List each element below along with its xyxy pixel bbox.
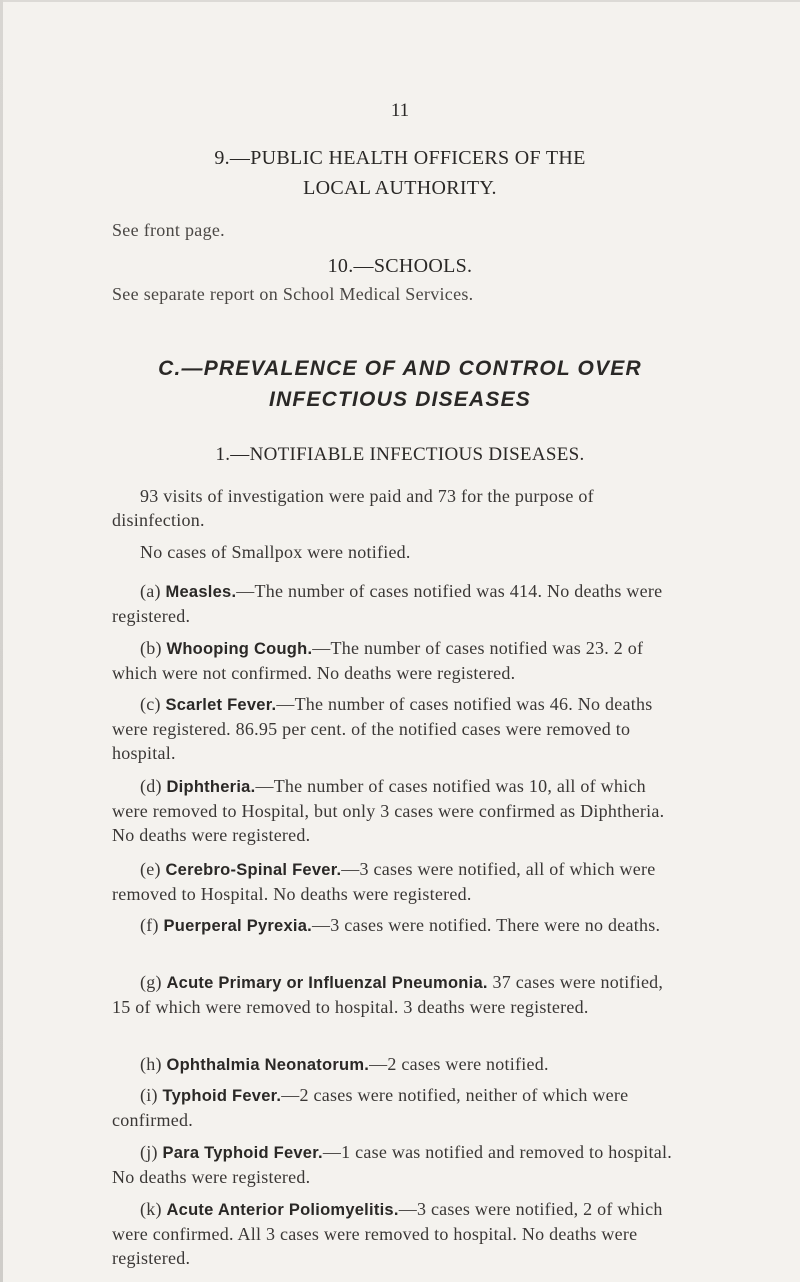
page-edge-top xyxy=(0,0,800,2)
item-whooping-cough xyxy=(112,636,672,685)
item-text: 37 cases were notified, 15 of which were removed to hospital. 3 deaths were registered. xyxy=(112,972,664,1017)
item-label: Ophthalmia Neonatorum. xyxy=(166,1056,370,1074)
page-number: 11 xyxy=(390,100,410,121)
section-c-heading xyxy=(0,353,800,415)
item-scarlet-fever xyxy=(112,692,672,765)
item-prefix: (c) xyxy=(140,694,166,714)
item-label: Para Typhoid Fever. xyxy=(162,1144,323,1162)
item-prefix: (a) xyxy=(140,581,166,601)
item-label: Puerperal Pyrexia. xyxy=(163,917,312,935)
item-text: —1 case was notified and removed to hospital. No deaths were registered. xyxy=(112,1142,673,1187)
item-label: Measles. xyxy=(165,583,237,601)
item-ophthalmia-neonatorum xyxy=(112,1052,672,1077)
section-10-text: See separate report on School Medical Services. xyxy=(112,284,474,304)
item-label: Scarlet Fever. xyxy=(165,696,277,714)
item-text: —3 cases were notified. There were no deaths. xyxy=(312,915,661,935)
item-diphtheria xyxy=(112,774,672,847)
item-label: Acute Anterior Poliomyelitis. xyxy=(166,1201,399,1219)
item-prefix: (e) xyxy=(140,859,166,879)
item-text: —The number of cases notified was 10, all of which were removed to Hospital, but only 3 cases were confirmed as Diphtheria. No deaths were registered. xyxy=(112,776,665,845)
item-puerperal-pyrexia xyxy=(112,913,672,938)
subsection-1-heading: 1.—NOTIFIABLE INFECTIOUS DISEASES. xyxy=(215,444,585,465)
item-text: —The number of cases notified was 46. No deaths were registered. 86.95 per cent. of the notified cases were removed to hospital. xyxy=(112,694,653,763)
item-text: —The number of cases notified was 23. 2 of which were not confirmed. No deaths were registered. xyxy=(112,638,644,683)
section-9-heading xyxy=(0,143,800,203)
item-text: —2 cases were notified, neither of which were confirmed. xyxy=(112,1085,629,1130)
section-c-heading-line2: INFECTIOUS DISEASES xyxy=(268,388,531,411)
item-measles xyxy=(112,579,672,628)
item-label: Typhoid Fever. xyxy=(162,1087,282,1105)
section-9-heading-line2: LOCAL AUTHORITY. xyxy=(303,177,497,199)
item-prefix: (h) xyxy=(140,1054,167,1074)
item-prefix: (g) xyxy=(140,972,167,992)
section-10-heading: 10.—SCHOOLS. xyxy=(327,255,473,277)
intro-paragraph-visits: 93 visits of investigation were paid and 73 for the purpose of disinfection. xyxy=(112,486,594,530)
item-typhoid-fever xyxy=(112,1083,672,1132)
item-prefix: (k) xyxy=(140,1199,167,1219)
item-cerebro-spinal-fever xyxy=(112,857,672,906)
section-c-heading-line1: C.—PREVALENCE OF AND CONTROL OVER xyxy=(158,357,642,380)
item-label: Whooping Cough. xyxy=(166,640,313,658)
item-pneumonia xyxy=(112,970,672,1019)
item-prefix: (d) xyxy=(140,776,167,796)
item-label: Diphtheria. xyxy=(166,778,256,796)
section-9-heading-line1: 9.—PUBLIC HEALTH OFFICERS OF THE xyxy=(214,147,586,169)
item-text: —3 cases were notified, all of which were removed to Hospital. No deaths were registered. xyxy=(112,859,656,904)
item-text: —The number of cases notified was 414. No deaths were registered. xyxy=(112,581,663,626)
item-prefix: (j) xyxy=(140,1142,163,1162)
item-poliomyelitis xyxy=(112,1197,672,1270)
item-para-typhoid-fever xyxy=(112,1140,672,1189)
item-text: —3 cases were notified, 2 of which were confirmed. All 3 cases were removed to hospital. No deaths were registered. xyxy=(112,1199,663,1268)
item-prefix: (f) xyxy=(140,915,164,935)
item-label: Cerebro-Spinal Fever. xyxy=(165,861,342,879)
item-text: —2 cases were notified. xyxy=(369,1054,549,1074)
intro-paragraph-smallpox: No cases of Smallpox were notified. xyxy=(140,542,411,562)
item-prefix: (i) xyxy=(140,1085,163,1105)
section-9-text: See front page. xyxy=(112,220,225,240)
item-prefix: (b) xyxy=(140,638,167,658)
item-label: Acute Primary or Influenzal Pneumonia. xyxy=(166,974,488,992)
